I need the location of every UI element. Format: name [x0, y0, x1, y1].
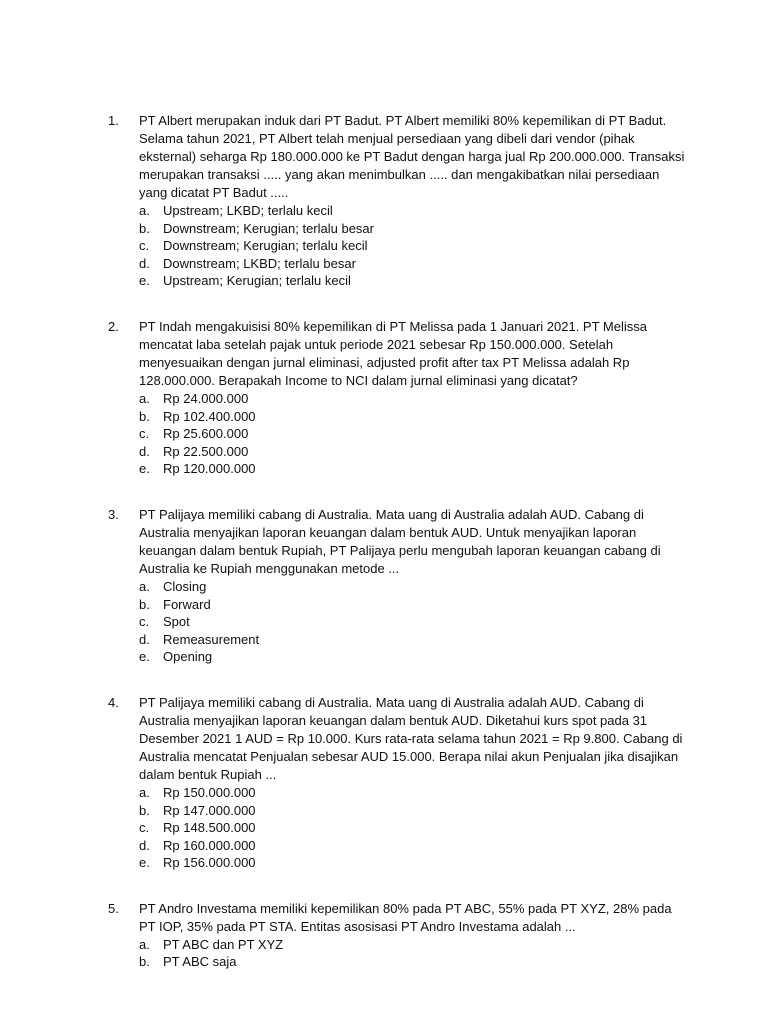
option-a — [139, 936, 688, 954]
option-text: Downstream; LKBD; terlalu besar — [163, 255, 356, 271]
option-letter: e. — [139, 649, 150, 665]
option-letter: d. — [139, 443, 150, 459]
option-text: Upstream; Kerugian; terlalu kecil — [163, 273, 351, 289]
option-text: Rp 25.600.000 — [163, 426, 249, 442]
option-text: Rp 148.500.000 — [163, 820, 256, 836]
option-list — [139, 578, 688, 666]
option-text: Rp 156.000.000 — [163, 855, 256, 871]
option-e — [139, 648, 688, 666]
option-text: Rp 102.400.000 — [163, 408, 256, 424]
option-text: Rp 150.000.000 — [163, 784, 256, 800]
option-a — [139, 390, 688, 408]
question-text: PT Indah mengakuisisi 80% kepemilikan di PT Melissa pada 1 Januari 2021. PT Melissa mencatat laba setelah pajak untuk periode 2021 sebesar Rp 150.000.000. Setelah menyesuaikan dengan jurnal eliminasi, adjusted profit after tax PT Melissa adalah Rp 128.000.000. Berapakah Income to NCI dalam jurnal eliminasi yang dicatat? — [139, 318, 647, 388]
option-text: PT ABC saja — [163, 954, 237, 970]
question-number: 1. — [108, 113, 119, 128]
option-letter: a. — [139, 936, 150, 952]
option-c — [139, 613, 688, 631]
option-text: Spot — [163, 614, 190, 630]
option-c — [139, 237, 688, 255]
option-text: PT ABC dan PT XYZ — [163, 936, 284, 952]
option-a — [139, 202, 688, 220]
option-text: Remeasurement — [163, 631, 260, 647]
option-text: Downstream; Kerugian; terlalu kecil — [163, 238, 368, 254]
option-d — [139, 631, 688, 649]
option-letter: c. — [139, 426, 150, 442]
option-letter: a. — [139, 784, 150, 800]
option-text: Forward — [163, 596, 211, 612]
option-letter: d. — [139, 255, 150, 271]
option-b — [139, 953, 688, 971]
option-letter: c. — [139, 820, 150, 836]
option-c — [139, 425, 688, 443]
option-letter: a. — [139, 390, 150, 406]
option-text: Rp 120.000.000 — [163, 461, 256, 477]
question-text: PT Palijaya memiliki cabang di Australia. Mata uang di Australia adalah AUD. Cabang di Australia menyajikan laporan keuangan dalam bentuk AUD. Untuk menyajikan laporan keuangan dalam bentuk Rupiah, PT Palijaya perlu mengubah laporan keuangan cabang di Australia ke Rupiah menggunakan metode ... — [139, 506, 661, 576]
option-letter: e. — [139, 461, 150, 477]
option-letter: d. — [139, 631, 150, 647]
option-letter: c. — [139, 238, 150, 254]
option-e — [139, 460, 688, 478]
question-text: PT Andro Investama memiliki kepemilikan 80% pada PT ABC, 55% pada PT XYZ, 28% pada PT IOP, 35% pada PT STA. Entitas asosisasi PT Andro Investama adalah ... — [139, 900, 672, 934]
option-letter: b. — [139, 408, 150, 424]
option-letter: d. — [139, 837, 150, 853]
option-list — [139, 936, 688, 971]
option-b — [139, 802, 688, 820]
option-letter: b. — [139, 220, 150, 236]
option-c — [139, 819, 688, 837]
option-letter: a. — [139, 578, 150, 594]
option-text: Rp 147.000.000 — [163, 802, 256, 818]
question-list — [108, 112, 688, 999]
question-1 — [108, 112, 688, 290]
option-letter: b. — [139, 802, 150, 818]
question-number: 4. — [108, 694, 119, 710]
option-text: Closing — [163, 578, 207, 594]
option-a — [139, 578, 688, 596]
option-d — [139, 255, 688, 273]
option-text: Upstream; LKBD; terlalu kecil — [163, 203, 333, 218]
option-d — [139, 837, 688, 855]
question-4 — [108, 694, 688, 872]
question-number: 5. — [108, 900, 119, 916]
question-number: 2. — [108, 318, 119, 334]
option-e — [139, 272, 688, 290]
option-text: Rp 160.000.000 — [163, 837, 256, 853]
option-list — [139, 202, 688, 290]
question-2 — [108, 318, 688, 478]
option-b — [139, 596, 688, 614]
question-text: PT Palijaya memiliki cabang di Australia. Mata uang di Australia adalah AUD. Cabang di Australia menyajikan laporan keuangan dalam bentuk AUD. Diketahui kurs spot pada 31 Desember 2021 1 AUD = Rp 10.000. Kurs rata-rata selama tahun 2021 = Rp 9.800. Cabang di Australia mencatat Penjualan sebesar AUD 15.000. Berapa nilai akun Penjualan jika disajikan dalam bentuk Rupiah ... — [139, 694, 683, 782]
option-b — [139, 408, 688, 426]
option-list — [139, 784, 688, 872]
option-a — [139, 784, 688, 802]
question-text: PT Albert merupakan induk dari PT Badut. PT Albert memiliki 80% kepemilikan di PT Badut. Selama tahun 2021, PT Albert telah menjual persediaan yang dibeli dari vendor (pihak eksternal) seharga Rp 180.000.000 ke PT Badut dengan harga jual Rp 200.000.000. Transaksi merupakan transaksi ..... yang akan menimbulkan ..... dan mengakibatkan nilai persediaan yang dicatat PT Badut ..... — [139, 113, 685, 200]
option-letter: a. — [139, 203, 150, 218]
option-list — [139, 390, 688, 478]
question-5 — [108, 900, 688, 971]
option-text: Downstream; Kerugian; terlalu besar — [163, 220, 374, 236]
option-text: Opening — [163, 649, 213, 665]
option-letter: b. — [139, 954, 150, 970]
option-letter: c. — [139, 614, 150, 630]
option-letter: e. — [139, 855, 150, 871]
option-text: Rp 22.500.000 — [163, 443, 249, 459]
option-e — [139, 854, 688, 872]
option-letter: b. — [139, 596, 150, 612]
option-b — [139, 220, 688, 238]
option-d — [139, 443, 688, 461]
option-letter: e. — [139, 273, 150, 289]
question-3 — [108, 506, 688, 666]
question-number: 3. — [108, 506, 119, 522]
option-text: Rp 24.000.000 — [163, 390, 249, 406]
